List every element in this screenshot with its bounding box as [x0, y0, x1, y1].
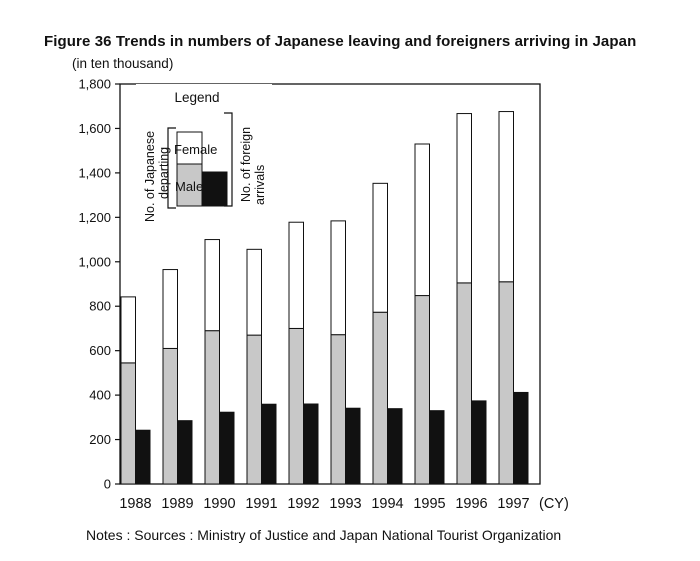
bar-japanese-male-1995 — [415, 296, 430, 484]
legend-title: Legend — [174, 90, 220, 105]
x-tick-label: 1990 — [203, 496, 236, 512]
bar-japanese-female-1992 — [289, 222, 304, 328]
bar-foreign-arrivals-1991 — [262, 404, 277, 484]
bar-japanese-male-1996 — [457, 283, 472, 484]
bar-foreign-arrivals-1989 — [178, 421, 193, 484]
bar-japanese-female-1997 — [499, 112, 514, 282]
bar-foreign-arrivals-1990 — [220, 412, 235, 484]
legend-foreign-label-line1: No. of foreign — [239, 126, 253, 202]
bar-foreign-arrivals-1994 — [388, 409, 403, 484]
legend-japanese-label-line1: No. of Japanese — [143, 130, 157, 222]
x-axis-unit-label: (CY) — [539, 496, 569, 512]
bar-foreign-arrivals-1995 — [430, 411, 445, 484]
bar-foreign-arrivals-1988 — [136, 430, 151, 484]
x-tick-label: 1993 — [329, 496, 362, 512]
legend-japanese-label-line2: departing — [157, 146, 171, 199]
source-note: Notes : Sources : Ministry of Justice and Japan National Tourist Organization — [86, 527, 562, 543]
y-tick-label: 1,200 — [78, 209, 111, 225]
y-tick-label: 800 — [89, 298, 111, 314]
y-tick-label: 1,800 — [78, 76, 111, 92]
legend-female-label: Female — [174, 142, 218, 157]
bar-japanese-female-1988 — [121, 297, 136, 363]
bar-japanese-male-1997 — [499, 282, 514, 484]
x-tick-label: 1988 — [119, 496, 152, 512]
bar-japanese-male-1990 — [205, 331, 220, 484]
x-tick-label: 1989 — [161, 496, 194, 512]
y-tick-label: 1,400 — [78, 165, 111, 181]
bar-japanese-female-1995 — [415, 144, 430, 296]
chart-title: Figure 36 Trends in numbers of Japanese leaving and foreigners arriving in Japan — [44, 33, 637, 50]
x-tick-label: 1996 — [455, 496, 488, 512]
bar-japanese-female-1989 — [163, 270, 178, 349]
y-tick-label: 1,000 — [78, 254, 111, 270]
bar-japanese-female-1994 — [373, 183, 388, 312]
y-axis-unit-label: (in ten thousand) — [72, 56, 174, 71]
x-tick-label: 1992 — [287, 496, 320, 512]
bar-foreign-arrivals-1996 — [472, 401, 487, 484]
y-tick-label: 600 — [89, 343, 111, 359]
bar-japanese-male-1993 — [331, 335, 346, 484]
bar-japanese-female-1990 — [205, 240, 220, 331]
bar-japanese-male-1992 — [289, 328, 304, 484]
bar-japanese-male-1988 — [121, 363, 136, 484]
y-tick-label: 1,600 — [78, 120, 111, 136]
bar-foreign-arrivals-1992 — [304, 404, 319, 484]
bar-foreign-arrivals-1993 — [346, 408, 361, 484]
bar-japanese-female-1996 — [457, 114, 472, 283]
x-tick-label: 1997 — [497, 496, 530, 512]
x-tick-label: 1994 — [371, 496, 404, 512]
bar-foreign-arrivals-1997 — [514, 392, 529, 484]
y-tick-label: 200 — [89, 432, 111, 448]
y-tick-label: 0 — [103, 476, 111, 492]
bar-japanese-male-1989 — [163, 348, 178, 484]
legend-swatch-foreign — [202, 172, 227, 206]
legend-foreign-label-line2: arrivals — [253, 164, 267, 205]
bar-japanese-male-1994 — [373, 312, 388, 484]
legend-male-label: Male — [175, 179, 204, 194]
bar-japanese-male-1991 — [247, 335, 262, 484]
bar-japanese-female-1993 — [331, 221, 346, 335]
x-tick-label: 1991 — [245, 496, 278, 512]
bar-japanese-female-1991 — [247, 249, 262, 335]
y-tick-label: 400 — [89, 387, 111, 403]
x-tick-label: 1995 — [413, 496, 446, 512]
